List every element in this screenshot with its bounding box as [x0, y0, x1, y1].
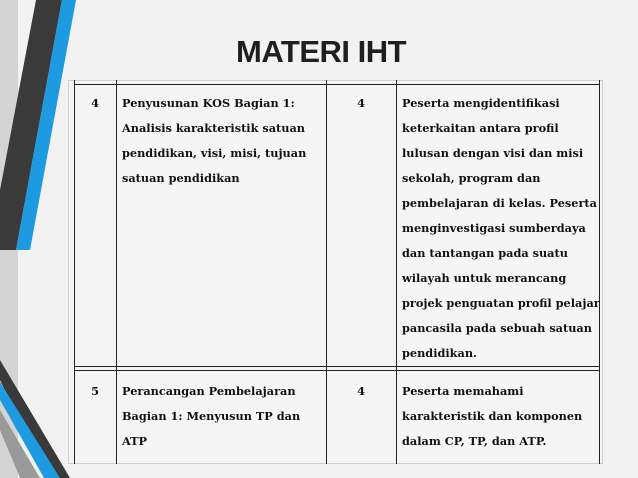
desc-line: lulusan dengan visi dan misi	[402, 146, 584, 160]
materi-table	[68, 80, 603, 464]
topic-line: Bagian 1: Menyusun TP dan	[122, 409, 301, 423]
cell-jp: 4	[357, 96, 365, 110]
topic-line: Analisis karakteristik satuan	[122, 121, 305, 135]
desc-line: dalam CP, TP, dan ATP.	[402, 434, 547, 448]
desc-line: pembelajaran di kelas. Peserta	[402, 196, 597, 210]
desc-line: sekolah, program dan	[402, 171, 541, 185]
desc-line: menginvestigasi sumberdaya	[402, 221, 586, 235]
desc-line: dan tantangan pada suatu	[402, 246, 568, 260]
cell-topic	[116, 368, 326, 464]
slide-title: MATERI IHT	[236, 34, 407, 69]
cell-description	[396, 80, 599, 368]
desc-line: karakteristik dan komponen	[402, 409, 583, 423]
cell-jp: 4	[357, 384, 365, 398]
desc-line: Peserta memahami	[402, 384, 524, 398]
topic-line: Penyusunan KOS Bagian 1:	[122, 96, 295, 110]
desc-line: wilayah untuk merancang	[402, 271, 567, 285]
table-row	[68, 80, 603, 368]
topic-line: satuan pendidikan	[122, 171, 240, 185]
cell-description	[396, 368, 599, 464]
desc-line: Peserta mengidentifikasi	[402, 96, 560, 110]
desc-line: pancasila pada sebuah satuan	[402, 321, 592, 335]
topic-line: pendidikan, visi, misi, tujuan	[122, 146, 307, 160]
topic-line: ATP	[122, 434, 148, 448]
desc-line: pendidikan.	[402, 346, 477, 360]
cell-no: 5	[91, 384, 99, 398]
cell-no: 4	[91, 96, 99, 110]
table-row	[68, 368, 603, 464]
desc-line: projek penguatan profil pelajar	[402, 296, 600, 310]
cell-topic	[116, 80, 326, 368]
desc-line: keterkaitan antara profil	[402, 121, 559, 135]
topic-line: Perancangan Pembelajaran	[122, 384, 296, 398]
